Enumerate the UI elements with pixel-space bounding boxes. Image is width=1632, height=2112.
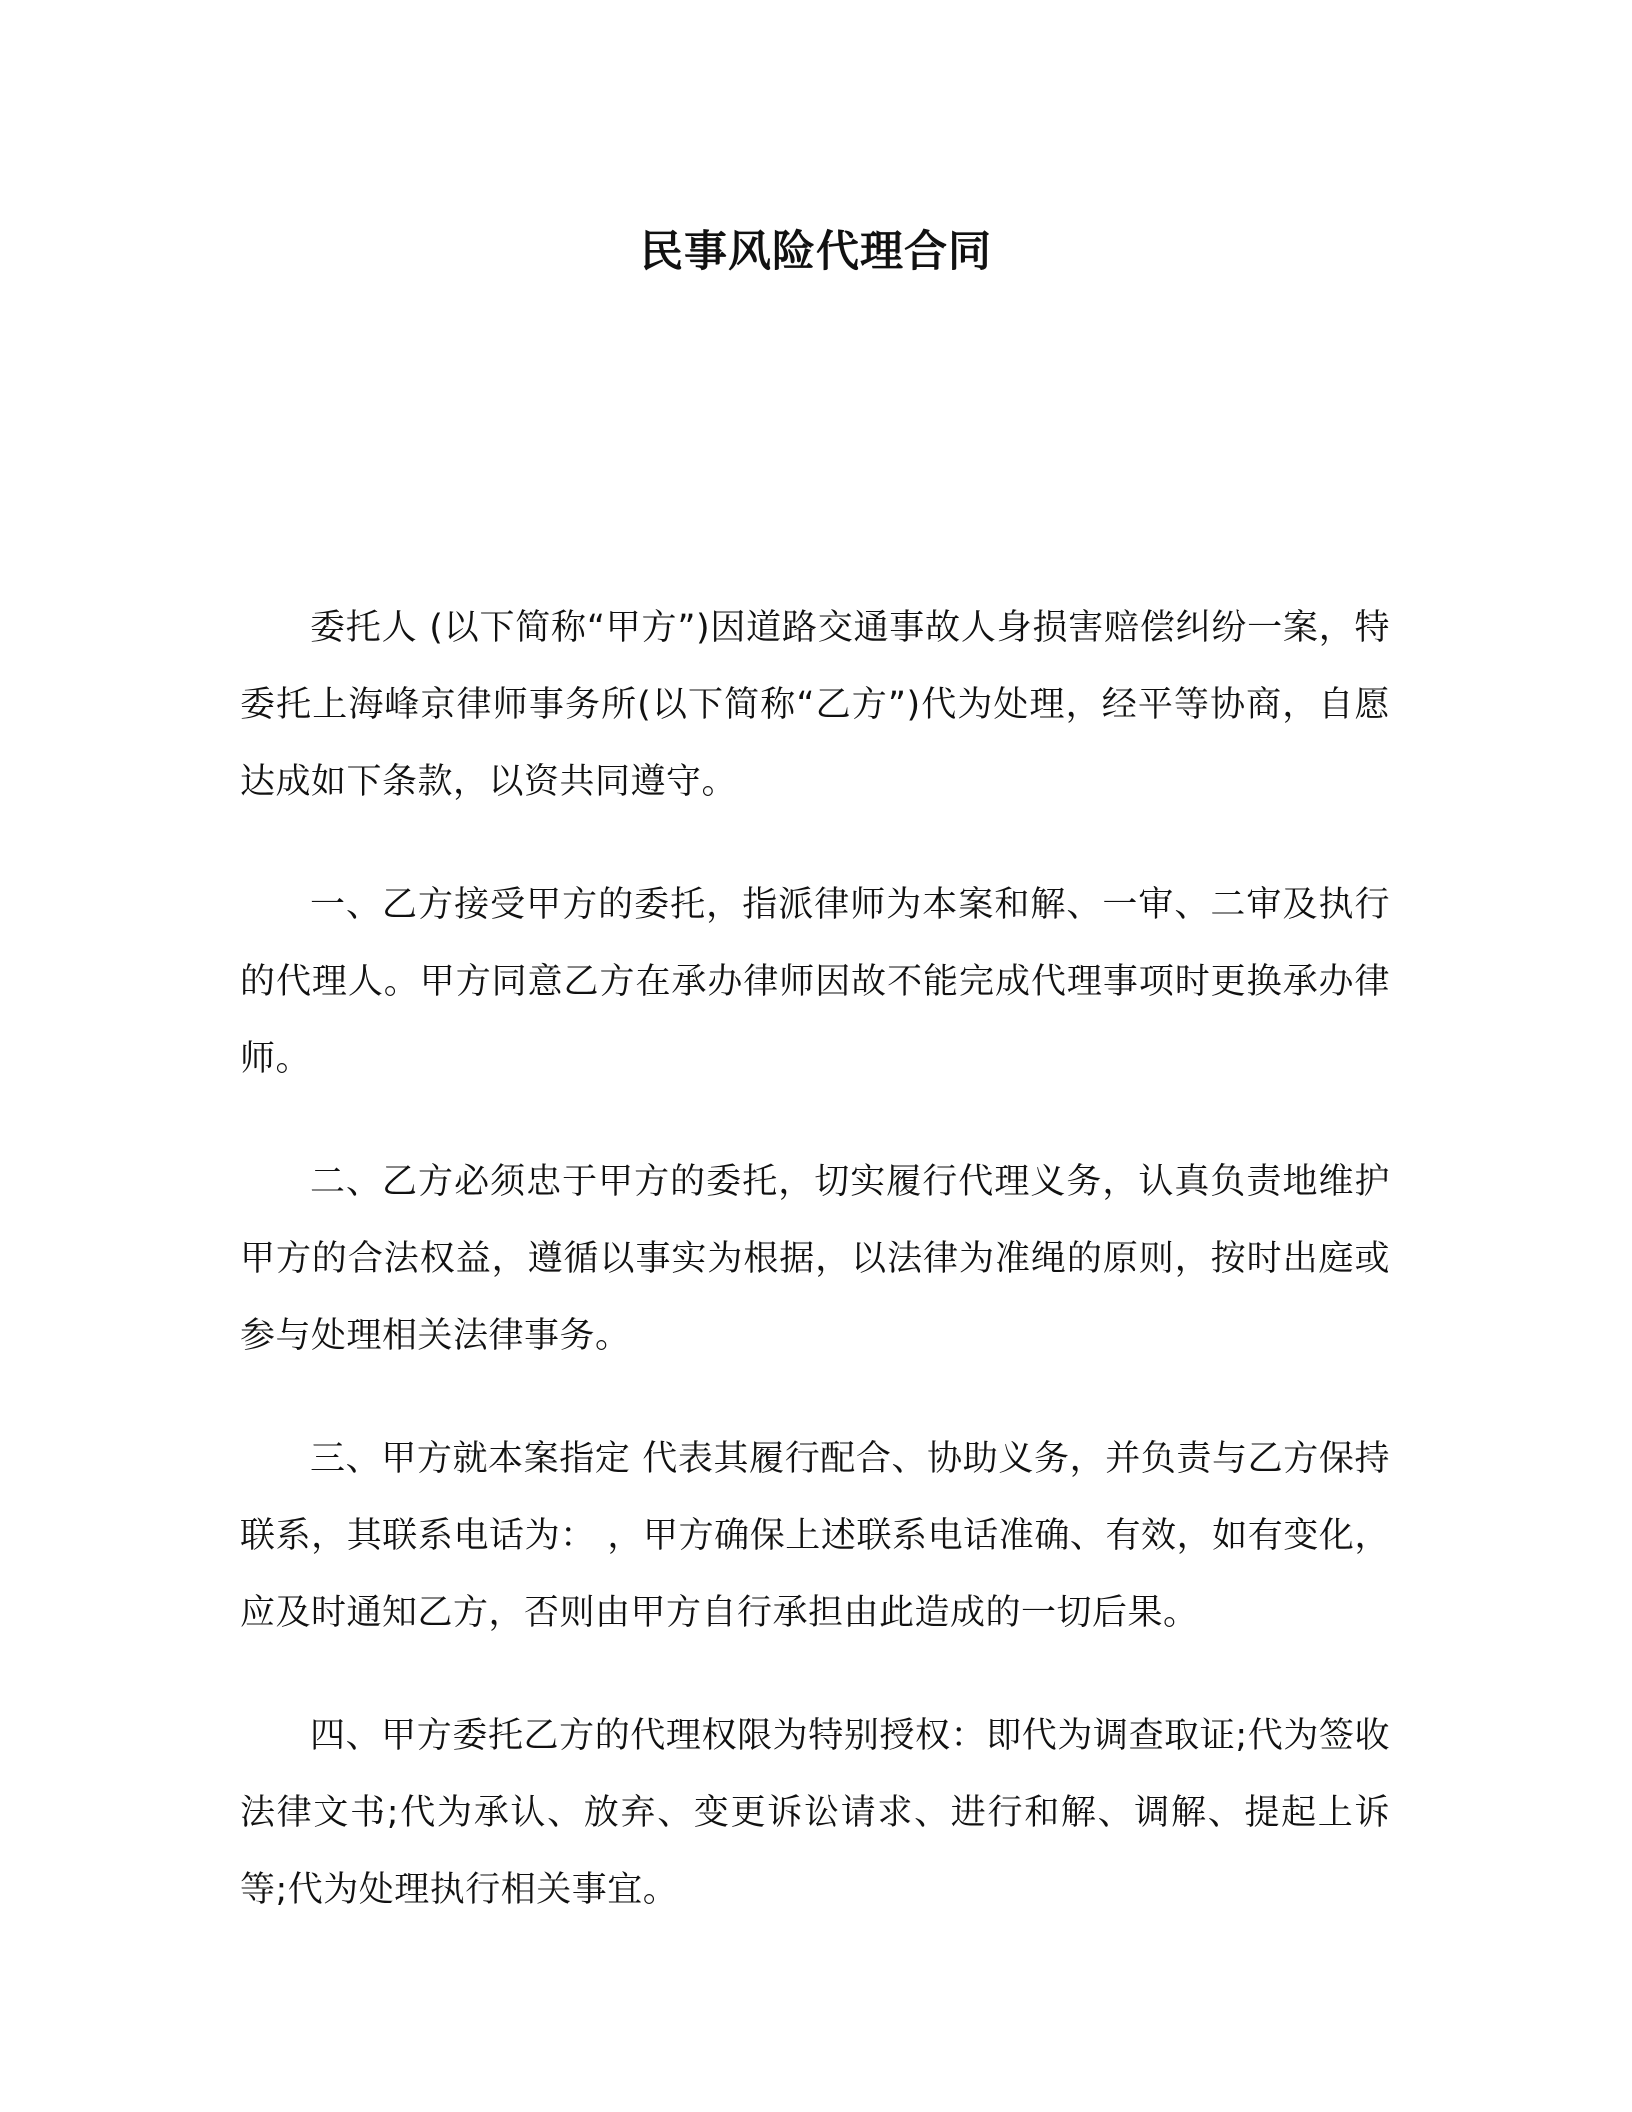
paragraph-clause-3: 三、甲方就本案指定 代表其履行配合、协助义务，并负责与乙方保持联系，其联系电话为： ，甲方确保上述联系电话准确、有效，如有变化，应及时通知乙方，否则由甲方自行承担由此造成的一切后果。 [240, 1439, 1390, 1633]
paragraph-clause-2: 二、乙方必须忠于甲方的委托，切实履行代理义务，认真负责地维护甲方的合法权益，遵循以事实为根据，以法律为准绳的原则，按时出庭或参与处理相关法律事务。 [240, 1162, 1390, 1356]
document-title: 民事风险代理合同 [640, 227, 992, 277]
contract-body [240, 590, 1390, 1975]
paragraph-intro: 委托人 (以下简称“甲方”)因道路交通事故人身损害赔偿纠纷一案，特委托上海峰京律师事务所(以下简称“乙方”)代为处理，经平等协商，自愿达成如下条款，以资共同遵守。 [240, 608, 1390, 802]
paragraph-clause-1: 一、乙方接受甲方的委托，指派律师为本案和解、一审、二审及执行的代理人。甲方同意乙方在承办律师因故不能完成代理事项时更换承办律师。 [240, 885, 1390, 1079]
paragraph-clause-4: 四、甲方委托乙方的代理权限为特别授权：即代为调查取证;代为签收法律文书;代为承认、放弃、变更诉讼请求、进行和解、调解、提起上诉等;代为处理执行相关事宜。 [240, 1716, 1390, 1910]
